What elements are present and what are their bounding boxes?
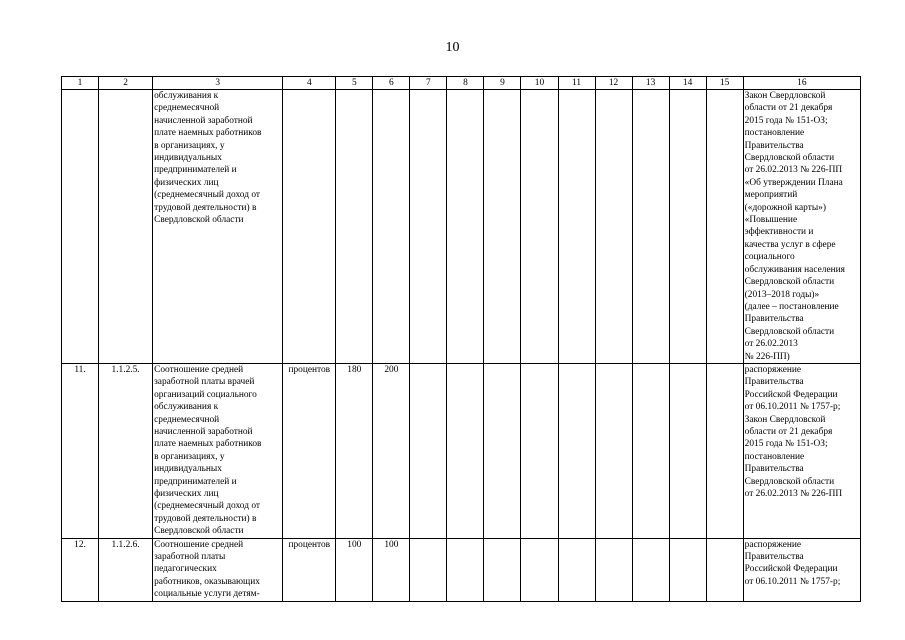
value-col-6: [373, 90, 410, 364]
header-row: [62, 77, 861, 90]
empty-cell: [595, 90, 632, 364]
empty-cell: [484, 538, 521, 601]
source-document: Закон Свердловской области от 21 декабря 2015 года № 151-ОЗ; постановление Правительства Свердловской области от 26.02.2013 № 226-ПП «Об утверждении Плана мероприятий («дорожной карты») «Повышение эффективности и качества услуг в сфере социального обслуживания населения Свердловской области (2013–2018 годы)» (далее – постановление Правительства Свердловской области от 26.02.2013 № 226-ПП): [743, 90, 860, 364]
col-header-15: 15: [706, 77, 743, 90]
col-header-4: 4: [283, 77, 336, 90]
value-col-5: 180: [336, 363, 373, 538]
col-header-11: 11: [558, 77, 595, 90]
empty-cell: [632, 538, 669, 601]
empty-cell: [669, 363, 706, 538]
empty-cell: [558, 538, 595, 601]
empty-cell: [706, 90, 743, 364]
indicators-table: [61, 76, 861, 602]
empty-cell: [669, 538, 706, 601]
source-document: распоряжение Правительства Российской Федерации от 06.10.2011 № 1757-р; Закон Свердловской области от 21 декабря 2015 года № 151-ОЗ; постановление Правительства Свердловской области от 26.02.2013 № 226-ПП: [743, 363, 860, 538]
row-number: 11.: [62, 363, 99, 538]
col-header-12: 12: [595, 77, 632, 90]
col-header-3: 3: [153, 77, 283, 90]
empty-cell: [410, 363, 447, 538]
empty-cell: [669, 90, 706, 364]
row-number: 12.: [62, 538, 99, 601]
value-col-5: 100: [336, 538, 373, 601]
table-row: [62, 538, 861, 601]
empty-cell: [706, 363, 743, 538]
empty-cell: [632, 90, 669, 364]
empty-cell: [558, 363, 595, 538]
col-header-13: 13: [632, 77, 669, 90]
col-header-14: 14: [669, 77, 706, 90]
empty-cell: [521, 538, 558, 601]
row-number: [62, 90, 99, 364]
unit: [283, 90, 336, 364]
table-row: [62, 90, 861, 364]
empty-cell: [521, 363, 558, 538]
indicator-code: 1.1.2.6.: [99, 538, 153, 601]
value-col-5: [336, 90, 373, 364]
unit: процентов: [283, 363, 336, 538]
empty-cell: [595, 363, 632, 538]
col-header-16: 16: [743, 77, 860, 90]
col-header-8: 8: [447, 77, 484, 90]
empty-cell: [447, 538, 484, 601]
empty-cell: [410, 538, 447, 601]
col-header-9: 9: [484, 77, 521, 90]
empty-cell: [632, 363, 669, 538]
empty-cell: [484, 363, 521, 538]
table-row: [62, 363, 861, 538]
col-header-7: 7: [410, 77, 447, 90]
value-col-6: 200: [373, 363, 410, 538]
source-document: распоряжение Правительства Российской Федерации от 06.10.2011 № 1757-р;: [743, 538, 860, 601]
value-col-6: 100: [373, 538, 410, 601]
empty-cell: [410, 90, 447, 364]
col-header-6: 6: [373, 77, 410, 90]
indicator-name: Соотношение средней заработной платы врачей организаций социального обслуживания к среднемесячной начисленной заработной плате наемных работников в организациях, у индивидуальных предпринимателей и физических лиц (среднемесячный доход от трудовой деятельности) в Свердловской области: [153, 363, 283, 538]
unit: процентов: [283, 538, 336, 601]
col-header-10: 10: [521, 77, 558, 90]
page-number: 10: [445, 40, 460, 55]
indicator-code: 1.1.2.5.: [99, 363, 153, 538]
col-header-5: 5: [336, 77, 373, 90]
empty-cell: [447, 90, 484, 364]
empty-cell: [706, 538, 743, 601]
indicator-name: обслуживания к среднемесячной начисленной заработной плате наемных работников в организациях, у индивидуальных предпринимателей и физических лиц (среднемесячный доход от трудовой деятельности) в Свердловской области: [153, 90, 283, 364]
col-header-2: 2: [99, 77, 153, 90]
indicator-code: [99, 90, 153, 364]
empty-cell: [484, 90, 521, 364]
empty-cell: [558, 90, 595, 364]
empty-cell: [521, 90, 558, 364]
indicator-name: Соотношение средней заработной платы педагогических работников, оказывающих социальные услуги детям-: [153, 538, 283, 601]
empty-cell: [595, 538, 632, 601]
col-header-1: 1: [62, 77, 99, 90]
empty-cell: [447, 363, 484, 538]
